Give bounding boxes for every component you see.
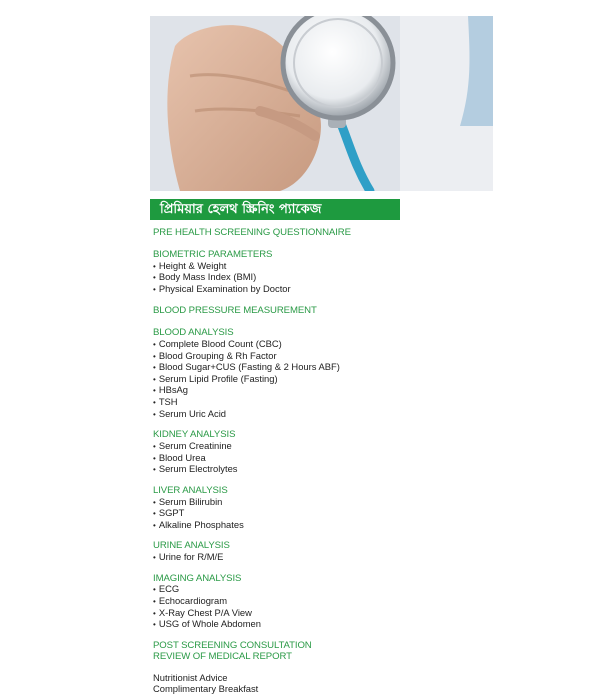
list-item: • Serum Lipid Profile (Fasting) [153,374,473,386]
stethoscope-photo [150,16,493,191]
liver-section [153,486,473,532]
list-item: • Serum Creatinine [153,441,473,453]
post-screening-section [153,641,473,663]
blood-section [153,328,473,420]
imaging-section [153,574,473,631]
complimentary-breakfast: Complimentary Breakfast [153,683,259,695]
section-heading: LIVER ANALYSIS [153,484,228,496]
section-heading: KIDNEY ANALYSIS [153,429,236,441]
list-item: • Physical Examination by Doctor [153,284,473,296]
package-title: প্রিমিয়ার হেলথ স্ক্রিনিং প্যাকেজ [160,202,322,217]
package-contents [153,228,473,695]
list-item: • X-Ray Chest P/A View [153,608,473,620]
urine-section [153,541,473,563]
section-heading: IMAGING ANALYSIS [153,572,242,584]
list-item: • Alkaline Phosphates [153,520,473,532]
list-item: • Blood Grouping & Rh Factor [153,351,473,363]
post-screening-heading: POST SCREENING CONSULTATION [153,639,312,651]
list-item: • Complete Blood Count (CBC) [153,339,473,351]
list-item: • Height & Weight [153,261,473,273]
list-item: • Serum Bilirubin [153,497,473,509]
list-item: • Serum Uric Acid [153,409,473,421]
list-item: • SGPT [153,508,473,520]
questionnaire-heading: PRE HEALTH SCREENING QUESTIONNAIRE [153,227,351,238]
list-item: • TSH [153,397,473,409]
extras-section [153,673,473,694]
report-review-heading: REVIEW OF MEDICAL REPORT [153,650,292,662]
list-item: • Serum Electrolytes [153,464,473,476]
nutritionist-advice: Nutritionist Advice [153,672,228,684]
list-item: • Urine for R/M/E [153,552,473,564]
biometric-section [153,250,473,296]
list-item: • Blood Urea [153,453,473,465]
section-heading: BIOMETRIC PARAMETERS [153,248,273,260]
list-item: • Echocardiogram [153,596,473,608]
list-item: • Body Mass Index (BMI) [153,272,473,284]
blood-pressure-heading: BLOOD PRESSURE MEASUREMENT [153,305,317,317]
kidney-section [153,430,473,476]
list-item: • Blood Sugar+CUS (Fasting & 2 Hours ABF) [153,362,473,374]
section-heading: URINE ANALYSIS [153,540,230,552]
list-item: • ECG [153,584,473,596]
section-heading: BLOOD ANALYSIS [153,327,234,339]
list-item: • HBsAg [153,385,473,397]
stethoscope-icon [150,16,493,191]
package-title-banner [150,199,400,220]
list-item: • USG of Whole Abdomen [153,619,473,631]
